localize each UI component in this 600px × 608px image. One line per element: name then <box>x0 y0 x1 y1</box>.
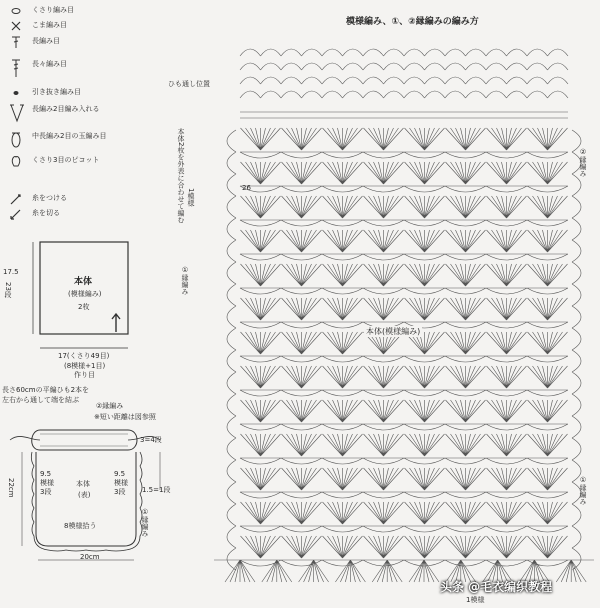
right-edging1-label: ①縁編み <box>579 476 587 505</box>
height-dim-label: 22cm <box>7 478 15 498</box>
puff-stitch-icon <box>8 130 28 150</box>
row-number: 26 <box>242 184 251 192</box>
panel-pattern: (模様編み) <box>68 290 102 298</box>
legend-row-v <box>8 103 128 117</box>
assembly-body-label: 本体 <box>76 480 90 488</box>
assembly-note-2: 左右から通して端を結ぶ <box>2 396 79 404</box>
legend-row-hdc <box>8 35 128 49</box>
sc-symbol-icon <box>8 19 28 33</box>
chart-title: 模様編み、①、②縁編みの編み方 <box>346 17 479 27</box>
v-stitch-icon <box>8 103 28 123</box>
join-note-label: 本体2枚を外表に合わせて編む <box>177 128 185 224</box>
legend-label: くさり編み目 <box>32 6 74 14</box>
right-dim-label: 1.5=1段 <box>142 486 171 494</box>
side-left-label: 9.5 模様 3段 <box>40 470 54 496</box>
legend-label: 引き抜き編み目 <box>32 88 81 96</box>
panel-height-rows: 23段 <box>4 282 12 298</box>
chart-body-label: 本体(模様編み) <box>366 327 421 336</box>
legend-label: こま編み目 <box>32 21 67 29</box>
panel-width-note: (8模様+1目) <box>64 362 106 370</box>
legend-row-slip <box>8 86 128 100</box>
panel-count: 2枚 <box>78 303 90 311</box>
legend-row-chain <box>8 4 128 18</box>
panel-width-dim: 17(くさり49目) <box>58 352 110 360</box>
dc-symbol-icon <box>8 35 28 49</box>
assembly-note-1: 長さ60cmの平編ひも2本を <box>2 386 90 394</box>
legend-label: くさり3目のピコット <box>32 156 100 164</box>
left-edging1-label: ①縁編み <box>181 266 189 295</box>
legend-row-sc <box>8 19 128 33</box>
chain-symbol-icon <box>8 4 28 18</box>
join-yarn-icon <box>8 192 28 206</box>
panel-width-start: 作り目 <box>74 371 95 379</box>
legend-row-puff <box>8 130 128 144</box>
right-edging2-label: ②縁編み <box>579 148 587 177</box>
stitch-pattern-lines <box>214 49 594 582</box>
slip-symbol-icon <box>8 86 28 100</box>
assembly-body-sub: (表) <box>78 491 91 499</box>
picot-symbol-icon <box>8 154 28 168</box>
cord-position-label: ひも通し位置 <box>168 80 210 88</box>
width-dim-label: 20cm <box>80 553 100 561</box>
cut-yarn-icon <box>8 207 28 221</box>
bottom-pattern-label: 8模様拾う <box>64 522 97 530</box>
panel-name: 本体 <box>74 277 93 287</box>
rows-top-label: 3=4段 <box>140 436 162 444</box>
edging1-label: ①縁編み <box>141 508 149 537</box>
legend-row-join <box>8 192 128 206</box>
row-one-pattern-label: 1模様 <box>187 188 195 207</box>
edging2-label: ②縁編み <box>96 402 124 410</box>
side-right-label: 9.5 模様 3段 <box>114 470 128 496</box>
legend-label: 糸を切る <box>32 209 60 217</box>
legend-row-picot <box>8 154 128 168</box>
edging2-note: ※短い距離は図参照 <box>94 413 156 421</box>
legend-label: 中長編み2目の玉編み目 <box>32 132 107 140</box>
crochet-chart <box>196 30 600 600</box>
legend-label: 長々編み目 <box>32 60 67 68</box>
legend-label: 糸をつける <box>32 194 67 202</box>
legend-label: 長編み2目編み入れる <box>32 105 100 113</box>
panel-height-dim: 17.5 <box>3 268 19 276</box>
tr-symbol-icon <box>8 58 28 78</box>
bottom-pattern-repeat-label: 1模様 <box>466 596 485 604</box>
legend-row-cut <box>8 207 128 221</box>
legend-row-tr <box>8 58 128 72</box>
watermark: 头条 @毛衣编织教程 <box>440 580 553 594</box>
legend-label: 長編み目 <box>32 37 60 45</box>
